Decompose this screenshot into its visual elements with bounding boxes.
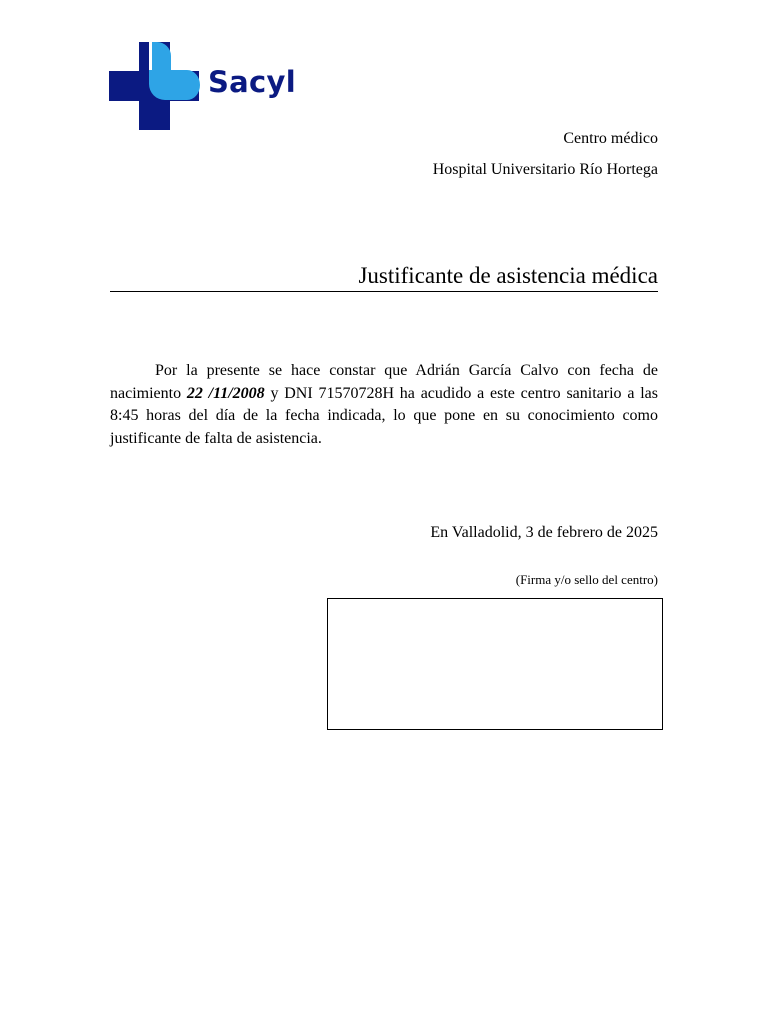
center-name: Hospital Universitario Río Hortega [432, 161, 658, 178]
signature-label: (Firma y/o sello del centro) [515, 572, 658, 587]
sacyl-logo [109, 42, 309, 132]
signature-box [327, 598, 663, 730]
place-and-date: En Valladolid, 3 de febrero de 2025 [430, 524, 658, 541]
document-title: Justificante de asistencia médica [110, 262, 658, 292]
birth-date: 22 /11/2008 [186, 384, 265, 402]
center-label: Centro médico [563, 130, 658, 147]
logo-wordmark: Sacyl [208, 65, 296, 99]
body-rest: y DNI 71570728H ha acudido a este centro sanitario a las 8:45 horas del día de la fecha indicada, lo que pone en su conocimiento como justificante de falta de asistencia. [110, 384, 658, 448]
sacyl-cross-icon [109, 42, 201, 132]
body-paragraph [110, 360, 658, 451]
body-intro: Por la presente se hace constar que Adrián García Calvo con fecha de nacimiento [110, 362, 658, 402]
